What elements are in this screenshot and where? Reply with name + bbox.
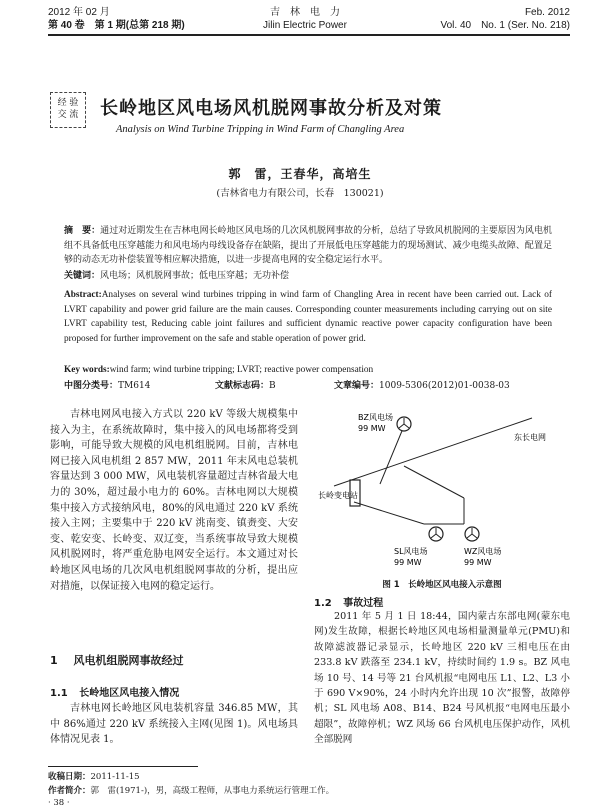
label-wz-name: WZ风电场 xyxy=(464,547,502,556)
abstract-en xyxy=(64,288,552,346)
section-1-2-heading xyxy=(314,594,570,609)
clc-number xyxy=(64,379,214,394)
author-info-text: 郭 雷(1971-)，男，高级工程师，从事电力系统运行管理工作。 xyxy=(90,786,335,796)
wind-turbine-wz-icon xyxy=(465,527,479,541)
header-journal-cn: 吉 林 电 力 xyxy=(270,7,340,18)
section-1-number: 1 xyxy=(50,654,58,667)
label-sl-mw: 99 MW xyxy=(394,558,422,567)
received-label: 收稿日期： xyxy=(48,772,91,782)
label-changling-substation: 长岭变电站 xyxy=(318,491,358,500)
header-journal-en: Jilin Electric Power xyxy=(263,20,347,31)
article-number xyxy=(334,379,564,394)
section-1-2-title: 事故过程 xyxy=(343,598,384,609)
label-bz-name: BZ风电场 xyxy=(358,413,393,422)
page-number: · 38 · xyxy=(48,798,70,808)
doc-code xyxy=(215,379,325,394)
wind-turbine-bz-icon xyxy=(397,417,411,431)
doc-label: 文献标志码： xyxy=(215,381,270,391)
received-date xyxy=(48,770,348,782)
badge-line2: 交 流 xyxy=(57,110,79,120)
section-1-2-text: 2011 年 5 月 1 日 18:44，国内蒙古东部电网(蒙东电网)发生故障，根据长岭地区风电场相量测量单元(PMU)和故障滤波器记录显示，长岭地区 220 kV 三相电压在由 233.8 kV 跌落至 234.1 kV，持续时间约 1.9 s。BZ 风电场 10 号、14 号等 21 台风机报“电网电压 L1、L2、L3 小于 690 V×90%，24 小时内允许出现 10 次”报警，故障停机；SL 风电场 A08、B14、B24 号风机报“电网电压最小超限”，故障停机；WZ 风场 66 台风机电压保护动作，风机全部脱网 xyxy=(314,611,570,746)
clc-value: TM614 xyxy=(118,381,151,391)
label-wz-mw: 99 MW xyxy=(464,558,492,567)
badge-line1: 经 验 xyxy=(57,98,79,108)
label-bz-mw: 99 MW xyxy=(358,424,386,433)
header-year-month: 2012 年 02 月 xyxy=(48,7,110,18)
section-1-2-number: 1.2 xyxy=(314,598,332,609)
header-volume-issue: 第 40 卷 第 1 期(总第 218 期) xyxy=(48,20,185,31)
line-sl xyxy=(354,502,424,524)
section-1-1-heading xyxy=(50,684,298,699)
art-label: 文章编号： xyxy=(334,381,380,391)
footnote-rule xyxy=(48,766,198,767)
keywords-cn-label: 关键词： xyxy=(64,271,101,281)
author-info-label: 作者简介： xyxy=(48,786,91,796)
abstract-en-label: Abstract: xyxy=(64,290,102,300)
keywords-cn-text: 风电场；风机脱网事故；低电压穿越；无功补偿 xyxy=(100,271,290,281)
received-value: 2011-11-15 xyxy=(90,772,140,782)
section-1-1-title: 长岭地区风电接入情况 xyxy=(79,688,180,699)
section-1-1-text: 吉林电网长岭地区风电装机容量 346.85 MW，其中 86%通过 220 kV 系统接入主网(见图 1)。风电场具体情况见表 1。 xyxy=(50,703,298,746)
keywords-en-label: Key words: xyxy=(64,365,110,375)
label-sl-name: SL风电场 xyxy=(394,547,428,556)
abstract-en-text: Analyses on several wind turbines tripping in wind farm of Changling Area in recent have been carried out. Lack of LVRT capability and power grid failure are the main causes. Corresponding counter measurements including carrying out on site LVRT capability test, Reducing cable joint failures and sufficient dynamic reactive power capacity configuration have been proposed for further improvement on the safe and stable operation of power grid. xyxy=(64,290,552,344)
keywords-en-text: wind farm; wind turbine tripping; LVRT; reactive power compensation xyxy=(109,365,374,375)
section-1-1-number: 1.1 xyxy=(50,688,68,699)
art-value: 1009-5306(2012)01-0038-03 xyxy=(379,381,510,391)
header-date-en: Feb. 2012 xyxy=(524,7,570,18)
keywords-cn xyxy=(64,269,552,284)
figure-1-diagram xyxy=(314,406,570,588)
header-vol-en: Vol. 40 No. 1 (Ser. No. 218) xyxy=(440,20,570,31)
header-rule xyxy=(48,34,570,36)
abstract-cn xyxy=(64,224,552,268)
label-top-right-station: 东长电网 xyxy=(514,433,546,442)
authors: 郭 雷，王春华，高培生 xyxy=(228,167,372,181)
intro-paragraph: 吉林电网风电接入方式以 220 kV 等级大规模集中接入为主，在系统故障时，集中接入的风电场都将受到影响，可能导致大规模的风电机组脱网。目前，吉林电网已接入风电机组 2 857 MW，2011 年末风电总装机容量达到 3 000 MW，风电装机容量超过吉林省最大电力的 30%，超过最小电力的 60%。吉林电网以大规模集中接入方式接纳风电，80%的风电通过 220 kV 系统接入主网；主要集中于 220 kV 洮南变、镇赉变、大安变、乾安变、长岭变、双辽变，当系统事故导致大规模风机脱网时，将严重危胁电网安全运行。本文通过对长岭地区风电场的几次风电机组脱网事故的分析，提出应对措施，以保证接入电网的稳定运行。 xyxy=(50,409,298,592)
line-link xyxy=(404,466,464,498)
abstract-cn-label: 摘 要： xyxy=(64,226,101,236)
doc-value: B xyxy=(269,381,276,391)
section-1-heading xyxy=(50,652,298,668)
abstract-cn-text: 通过对近期发生在吉林电网长岭地区风电场的几次风机脱网事故的分析，总结了导致风机脱网的主要原因为风电机组不具备低电压穿越能力和风电场内母线设备存在缺陷，提出了开展低电压穿越能力的现场测试、减少电缆头故障、配置足够的动态无功补偿装置等相应解决措施，以进一步提高电网的安全稳定运行水平。 xyxy=(64,226,552,265)
wind-turbine-sl-icon xyxy=(429,527,443,541)
line-bz xyxy=(380,426,404,484)
affiliation: (吉林省电力有限公司，长春 130021) xyxy=(216,188,384,199)
section-1-title: 风电机组脱网事故经过 xyxy=(73,654,184,667)
keywords-en xyxy=(64,363,552,378)
column-badge xyxy=(50,92,86,128)
author-info xyxy=(48,784,568,796)
figure-1-caption: 图 1 长岭地区风电接入示意图 xyxy=(382,580,502,590)
article-title: 长岭地区风电场风机脱网事故分析及对策 xyxy=(100,98,442,119)
article-title-en: Analysis on Wind Turbine Tripping in Wind Farm of Changling Area xyxy=(116,124,405,135)
clc-label: 中图分类号： xyxy=(64,381,119,391)
